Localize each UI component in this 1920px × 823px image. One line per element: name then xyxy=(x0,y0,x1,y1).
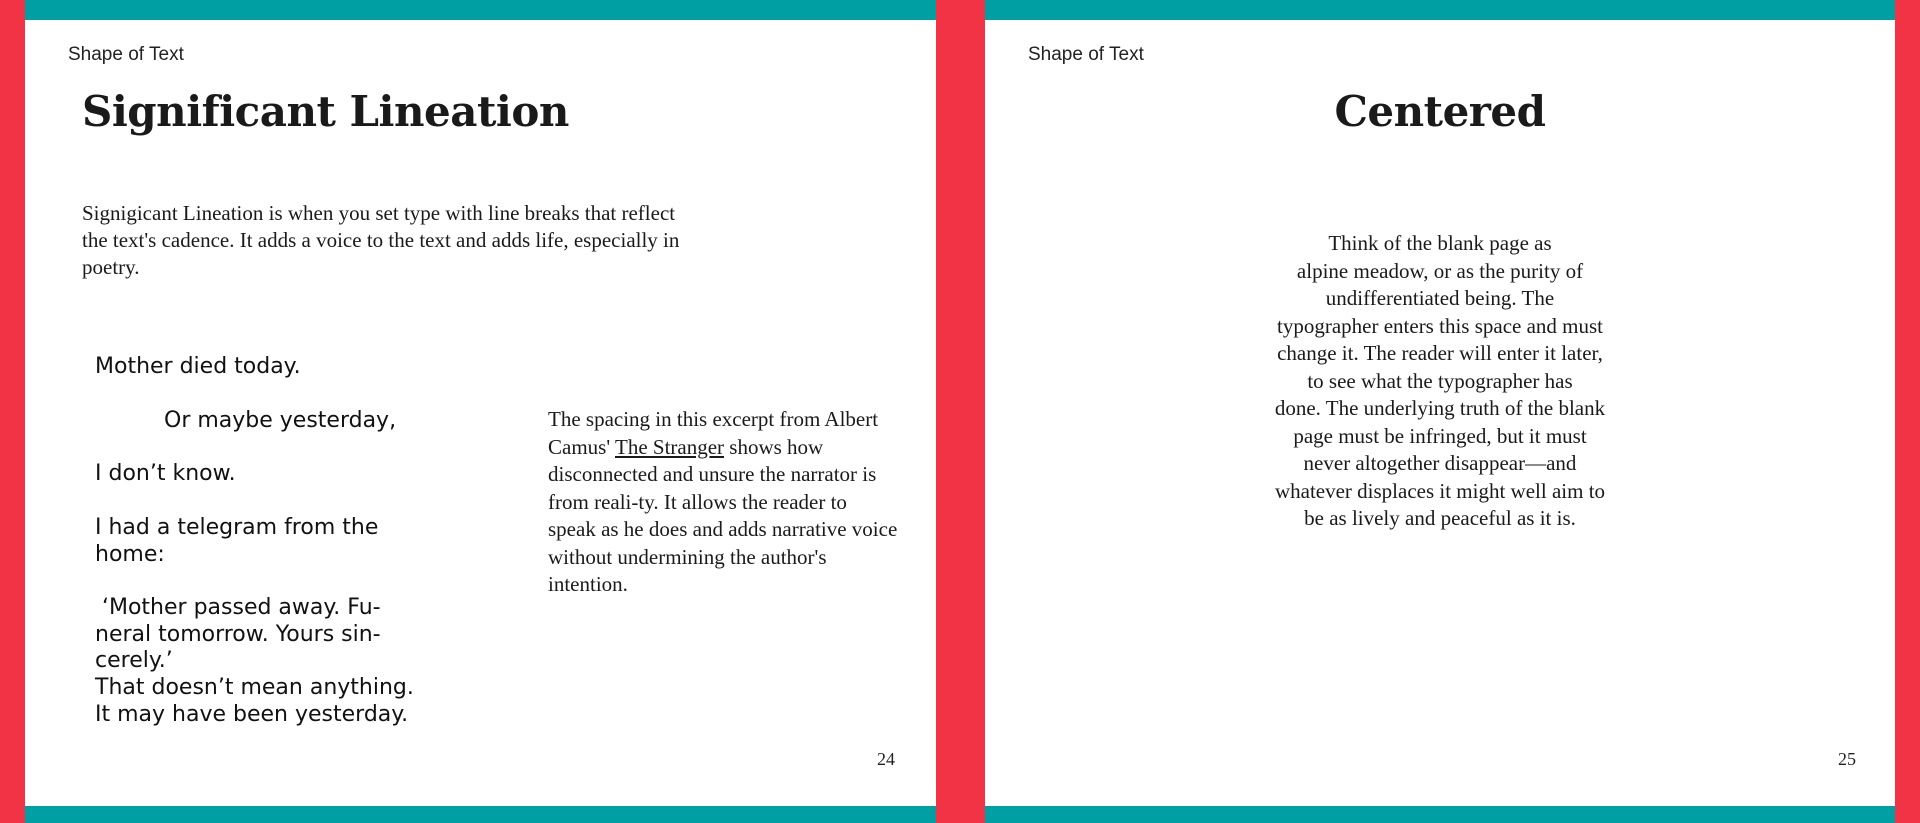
text-line: alpine meadow, or as the purity of xyxy=(1296,258,1584,283)
left-red-edge xyxy=(0,0,25,823)
poem-line: I had a telegram from the xyxy=(95,515,379,540)
page-number: 25 xyxy=(1838,749,1856,769)
text-line: undifferentiated being. The xyxy=(1325,286,1555,310)
poem-line: I don’t know. xyxy=(95,461,236,486)
poem-line: It may have been yesterday. xyxy=(95,702,409,727)
poem-line: cerely.’ xyxy=(95,648,173,673)
book-title: The Stranger xyxy=(615,434,725,459)
text-line: done. The underlying truth of the blank xyxy=(1274,396,1606,420)
centered-paragraph xyxy=(1185,230,1695,533)
intro-paragraph: Signigicant Lineation is when you set type with line breaks that reflect the text's cadence. It adds a voice to the text and adds life, especially in poetry. xyxy=(82,201,680,279)
poem-line: Or maybe yesterday, xyxy=(164,408,397,433)
poem-line: That doesn’t mean anything. xyxy=(95,675,414,700)
text-line: never altogether disappear—and xyxy=(1303,451,1577,475)
poem-line: neral tomorrow. Yours sin- xyxy=(95,622,381,647)
text-line: page must be infringed, but it must xyxy=(1293,423,1587,448)
running-header: Shape of Text xyxy=(1028,44,1144,65)
page-number: 24 xyxy=(877,749,895,769)
text-line: to see what the typographer has xyxy=(1307,368,1573,393)
text-line: change it. The reader will enter it later, xyxy=(1277,341,1603,365)
commentary-text: shows how disconnected and unsure the narrator is from reali-ty. It allows the reader to speak as he does and adds narrative voice without undermining the author's intention. xyxy=(548,434,898,596)
running-header: Shape of Text xyxy=(68,44,184,65)
text-line: typographer enters this space and must xyxy=(1277,313,1603,338)
left-page xyxy=(25,20,936,806)
commentary-text: The spacing in this excerpt from Albert Camus' xyxy=(548,407,879,459)
poem-line: Mother died today. xyxy=(95,354,301,379)
page-title: Significant Lineation xyxy=(82,87,569,136)
top-teal-bar-left xyxy=(25,0,936,20)
center-red-gutter xyxy=(936,0,985,823)
text-line: be as lively and peaceful as it is. xyxy=(1304,506,1576,530)
page-title: Centered xyxy=(1334,87,1546,136)
text-line: whatever displaces it might well aim to xyxy=(1274,478,1606,503)
text-line: Think of the blank page as xyxy=(1328,231,1552,255)
commentary-paragraph xyxy=(548,406,898,599)
right-red-edge xyxy=(1895,0,1920,823)
poem-line: home: xyxy=(95,542,165,567)
top-teal-bar-right xyxy=(985,0,1895,20)
bottom-teal-bar-right xyxy=(985,806,1895,823)
poem-line: ‘Mother passed away. Fu- xyxy=(95,595,381,620)
right-page xyxy=(985,20,1895,806)
bottom-teal-bar-left xyxy=(25,806,936,823)
